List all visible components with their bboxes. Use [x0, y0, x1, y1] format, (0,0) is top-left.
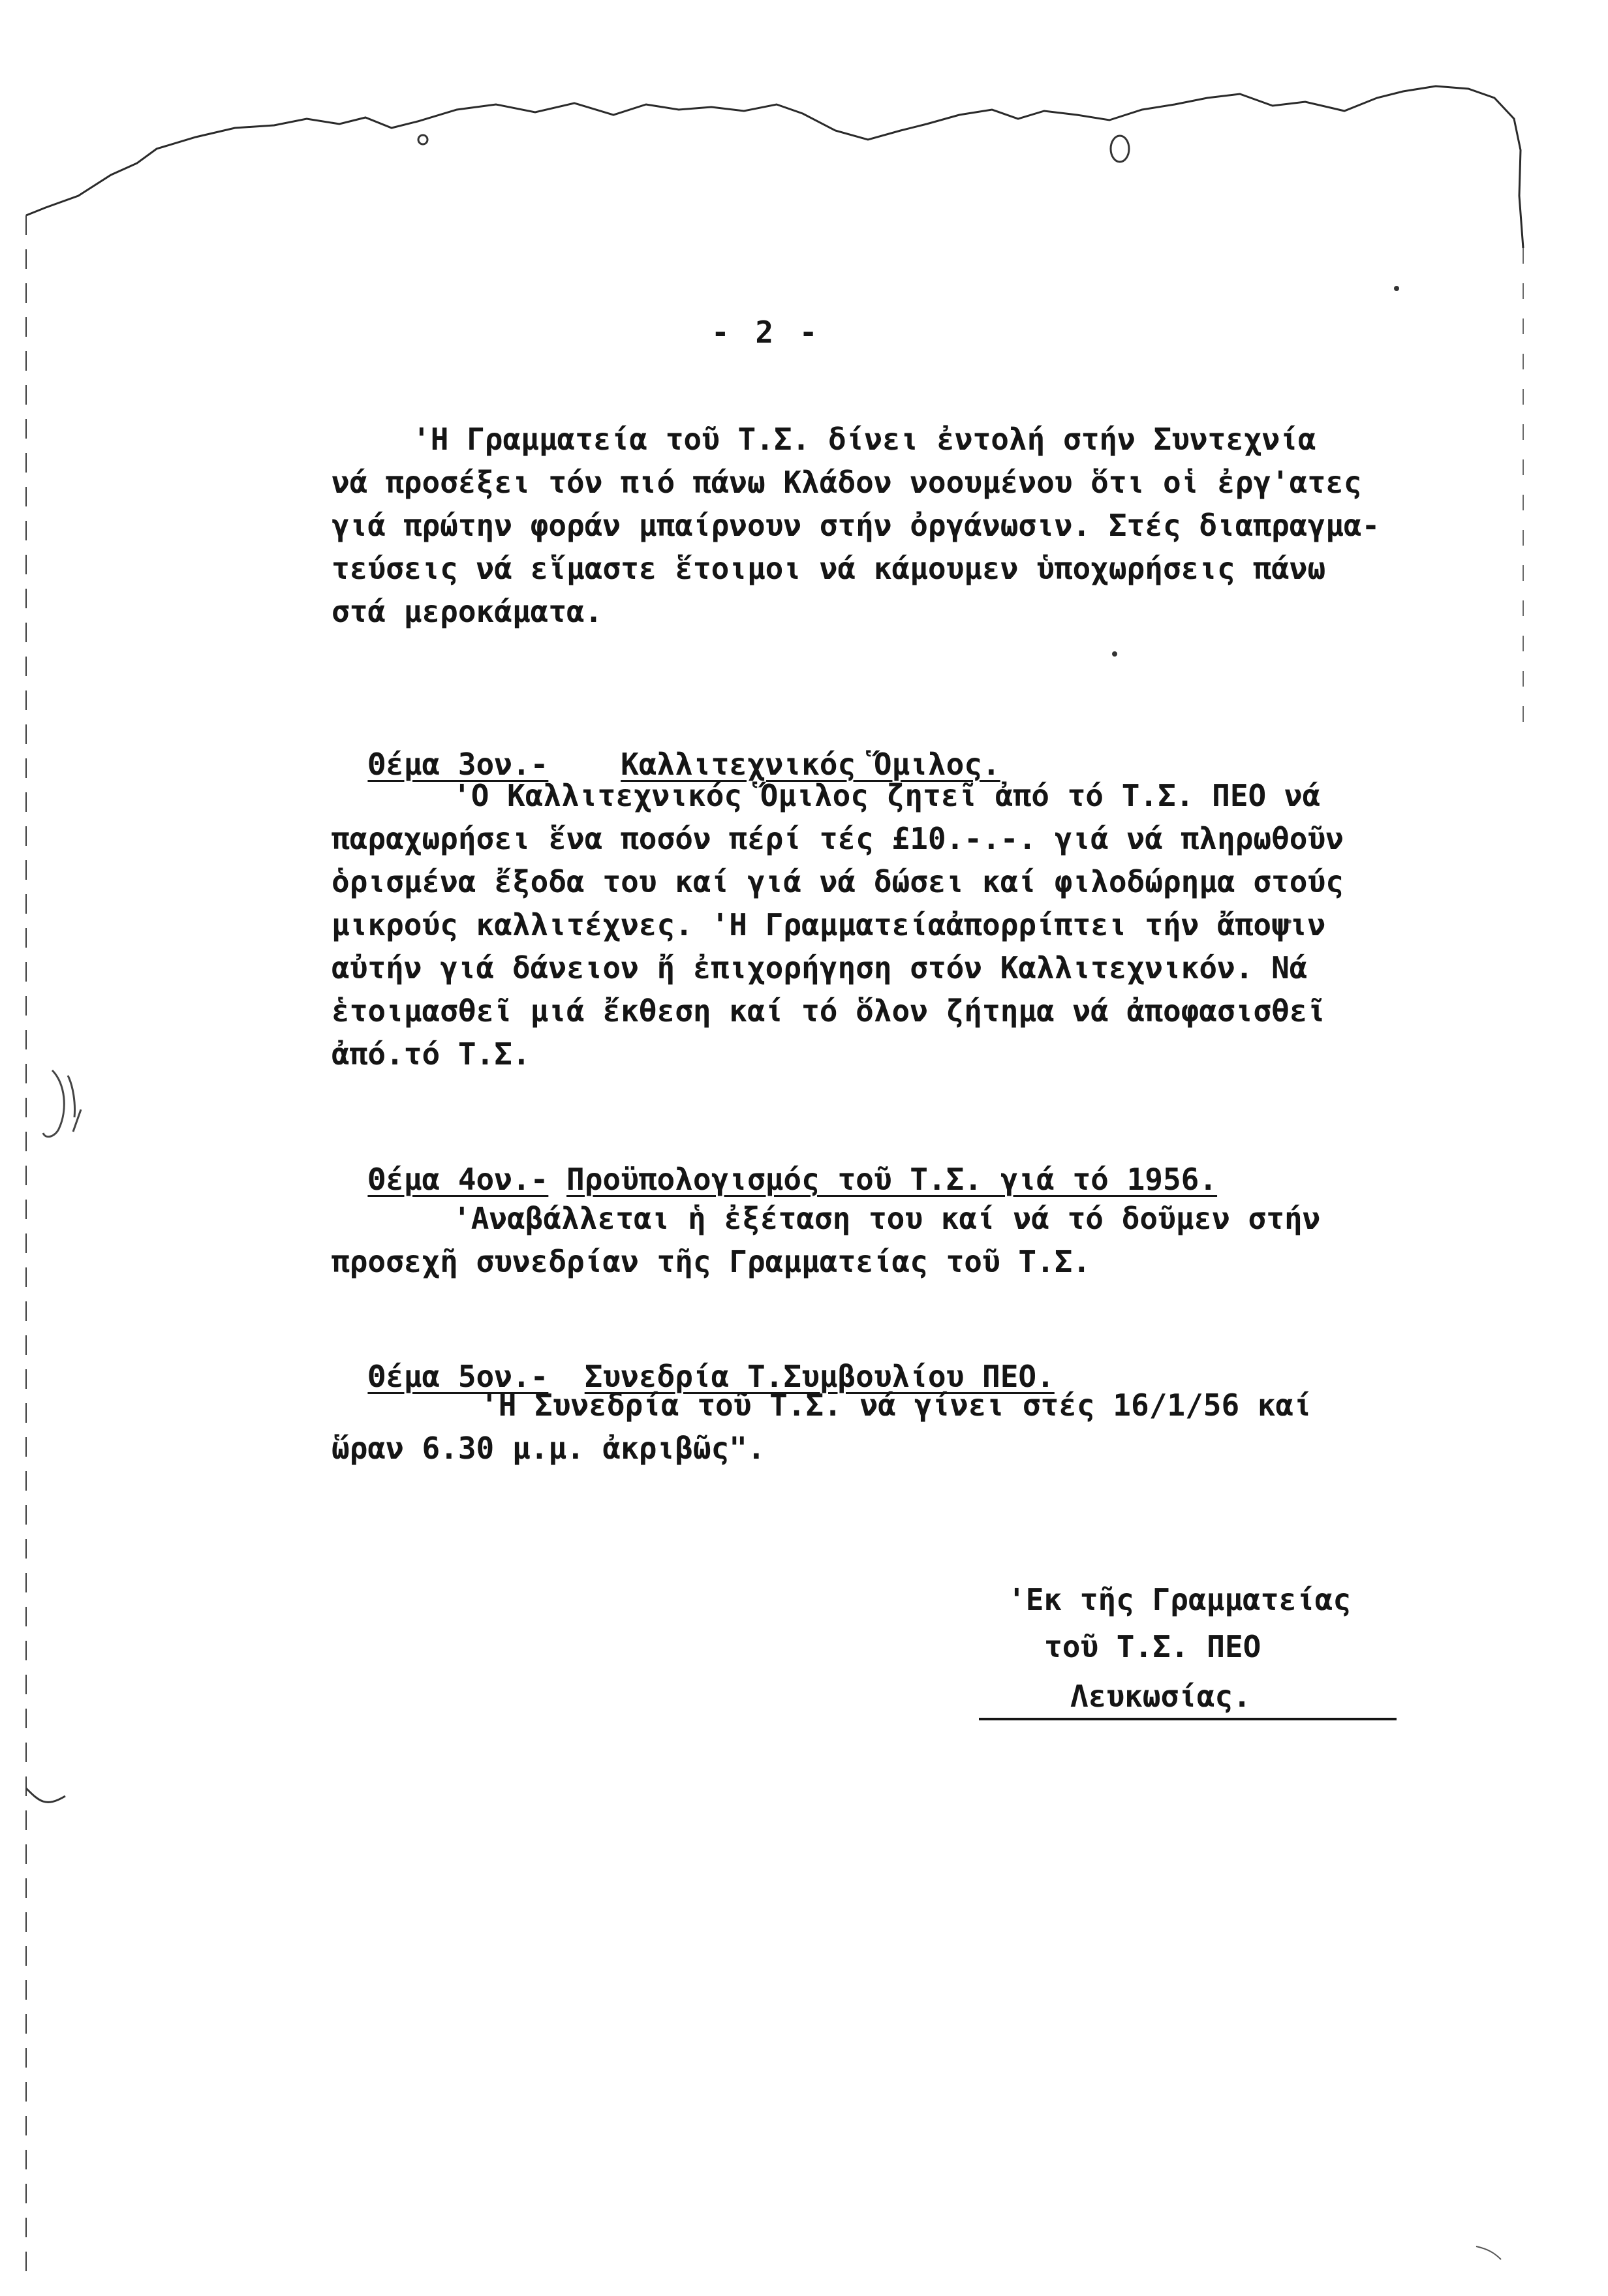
paragraph-3-line-1: 'Αναβάλλεται ἡ ἐξέταση του καί νά τό δοῦμεν στήν: [453, 1201, 1321, 1236]
topic-4-label: Θέμα 4ον.-: [367, 1162, 549, 1197]
paragraph-2-line-2: παραχωρήσει ἕνα ποσόν πέρί τές £10.-.-. γιά νά πληρωθοῦν: [332, 821, 1344, 856]
topic-3-title: Καλλιτεχνικός Ὅμιλος.: [621, 747, 1000, 782]
topic-4-heading: [332, 1126, 1217, 1197]
page-number: - 2 -: [711, 315, 822, 350]
signature-line-1: 'Εκ τῆς Γραμματείας: [1008, 1582, 1352, 1617]
paragraph-1-line-4: τεύσεις νά εἵμαστε ἕτοιμοι νά κάμουμεν ὑποχωρήσεις πάνω: [332, 551, 1326, 586]
paragraph-4-line-2: ὥραν 6.30 μ.μ. ἀκριβῶς".: [332, 1431, 765, 1466]
paragraph-3-line-2: προσεχῆ συνεδρίαν τῆς Γραμματείας τοῦ Τ.Σ.: [332, 1244, 1091, 1279]
paragraph-2-line-1: 'Ο Καλλιτεχνικός Ὅμιλος ζητεῖ ἀπό τό Τ.Σ. ΠΕΟ νά: [453, 778, 1321, 813]
paragraph-1-line-3: γιά πρώτην φοράν μπαίρνουν στήν ὀργάνωσιν. Στές διαπραγμα-: [332, 508, 1380, 543]
paragraph-1-line-1: 'Η Γραμματεία τοῦ Τ.Σ. δίνει ἐντολή στήν Συντεχνία: [412, 422, 1316, 457]
paragraph-2-line-4: μικρούς καλλιτέχνες. 'Η Γραμματείαἀπορρίπτει τήν ἄποψιν: [332, 907, 1326, 942]
topic-5-title: Συνεδρία Τ.Συμβουλίου ΠΕΟ.: [584, 1359, 1055, 1394]
paragraph-2-line-6: ἑτοιμασθεῖ μιά ἔκθεση καί τό ὅλον ζήτημα νά ἀποφασισθεῖ: [332, 993, 1326, 1029]
signature-line-2: τοῦ Τ.Σ. ΠΕΟ: [1044, 1629, 1261, 1664]
margin-handwritten-mark: [43, 1070, 81, 1137]
signature-line-3: Λευκωσίας.: [1070, 1679, 1251, 1714]
paragraph-1-line-5: στά μεροκάματα.: [332, 594, 603, 629]
topic-3-label: Θέμα 3ον.-: [367, 747, 549, 782]
paragraph-2-line-5: αὐτήν γιά δάνειον ἤ ἐπιχορήγηση στόν Καλλιτεχνικόν. Νά: [332, 950, 1308, 985]
paragraph-2-line-7: ἀπό.τό Τ.Σ.: [332, 1036, 531, 1072]
paragraph-2-line-3: ὁρισμένα ἔξοδα του καί γιά νά δώσει καί φιλοδώρημα στούς: [332, 864, 1344, 899]
topic-5-label: Θέμα 5ον.-: [367, 1359, 549, 1394]
paragraph-1-line-2: νά προσέξει τόν πιό πάνω Κλάδον νοουμένου ὅτι οἱ ἐργ'ατες: [332, 465, 1362, 500]
paragraph-4-line-1: 'Η Συνεδρία τοῦ Τ.Σ. νά γίνει στές 16/1/56 καί: [480, 1388, 1312, 1423]
signature-underline: [979, 1718, 1397, 1720]
topic-4-title: Προϋπολογισμός τοῦ Τ.Σ. γιά τό 1956.: [566, 1162, 1218, 1197]
topic-3-heading: [332, 711, 1000, 782]
